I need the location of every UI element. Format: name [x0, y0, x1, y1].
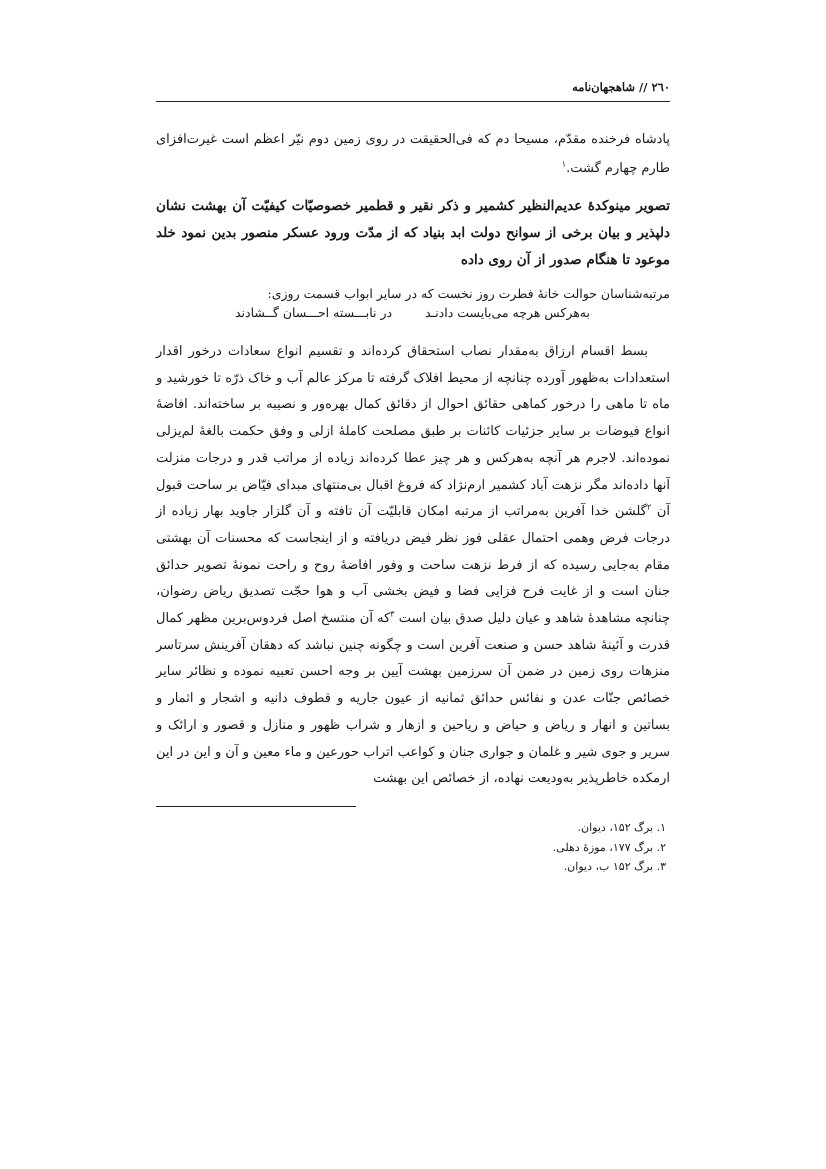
verse-couplet: [235, 304, 590, 322]
body-text-part1: بسط اقسام ارزاق به‌مقدار نصاب استحقاق کرده‌اند و تقسیم انواع سعادات درخور اقدار استعدادات به‌ظهور آورده چنانچه از محیط افلاک گرفته تا مرکز عالم آب و خاک ذرّه تا خورشید و ماه تا ماهی را درخور کماهی حقائق احوال از دقائق کمال بهره‌ور و نصیبه بر ساخته‌اند. افاضهٔ انواع فیوضات بر سایر جزئیات کائنات بر طبق مصلحت کاملهٔ ازلی و وفق حکمت بالغهٔ لم‌یزلی نموده‌اند. لاجرم هر آنچه به‌هرکس و هر چیز عطا کرده‌اند زیاده از مراتب قدر و درجات منزلت آنها داده‌اند مگر نزهت آباد کشمیر ارم‌نژاد که فروغ اقبال بی‌منتهای مبدای فیّاض بر ساحت قبول آن: [156, 344, 671, 520]
footnote-ref-2: ۲: [646, 502, 652, 512]
verse-hemistich-left: در نابـــسته احـــسان گــشادند: [235, 305, 393, 320]
footnote-ref-3: ۳: [390, 609, 395, 619]
footnote-item: ۳. برگ ۱۵۲ ب، دیوان.: [563, 860, 666, 873]
body-text-part2: گلشن خدا آفرین به‌مراتب از مرتبه امکان قابلیّت آن تافته و آن گلزار جاوید بهار زیاده از درجات فرض وهمی احتمال عقلی فوز نظر فیض دریافته و از اینجاست که محسنات آن بهشتی مقام به‌جایی رسیده که از فرط نزهت ساحت و وفور افاضهٔ روح و راحت نمونهٔ تصویر حدائق جنان است و از غایت فرح فزایی فضا و فیض بخشی آب و هوا حجّت تصدیق ریاض رضوان، چنانچه مشاهدهٔ شاهد و عیان دلیل صدق بیان است: [156, 504, 670, 627]
verse-intro: مرتبه‌شناسان حوالت خانهٔ فطرت روز نخست که در سایر ابواب قسمت روزی:: [267, 286, 670, 301]
section-heading: تصویر مینوکدهٔ عدیم‌النظیر کشمیر و ذکر نقیر و قطمیر خصوصیّات کیفیّت آن بهشت نشان دلپذیر و بیان برخی از سوانح دولت ابد بنیاد که از مدّت ورود عسکر منصور بدین نمود خلد موعود تا هنگام صدور از آن روی داده: [156, 198, 670, 268]
body-text-part3: که آن منتسخ اصل فردوس‌برین مظهر کمال قدرت و آئینهٔ شاهد حسن و صنعت آفرین است و چگونه چنین نباشد که دهقان آفرینش سرتاسر منزهات روی زمین در ضمن آن سرزمین بهشت آیین بر وجه احسن تعبیه نموده و نظائر سایر خصائص جنّات عدن و نفائس حدائق ثمانیه از عیون جاریه و قطوف دانیه و اشجار و اثمار و بساتین و انهار و ریاض و حیاض و ریاحین و ازهار و شراب ظهور و منازل و قصور و ارائک و سریر و جوی شیر و غلمان و جواری جنان و کواعب اتراب حورعین و ماء معین و آن و این در این ارمکده خاطرپذیر به‌ودیعت نهاده، از خصائص این بهشت: [156, 611, 670, 787]
book-page: [156, 0, 670, 1169]
body-paragraph: [156, 339, 670, 793]
footnote-item: ۱. برگ ۱۵۲، دیوان.: [577, 821, 666, 834]
header-rule: [156, 101, 670, 102]
footnotes-list: [156, 818, 670, 877]
footnote-item: ۲. برگ ۱۷۷، موزهٔ دهلی.: [552, 840, 666, 854]
footnote-ref-1: ۱: [561, 159, 567, 169]
intro-paragraph: [156, 125, 670, 183]
footnote-rule: [156, 806, 356, 807]
intro-text: پادشاه فرخنده مقدّم، مسیحا دم که فی‌الحقیقت در روی زمین دوم نیّر اعظم است غیرت‌افزای طارم چهارم گشت.: [156, 132, 670, 176]
running-head: ۲٦۰ // شاهجهان‌نامه: [572, 80, 670, 94]
verse-hemistich-right: به‌هرکس هرچه می‌بایست دادنـد: [424, 305, 590, 320]
